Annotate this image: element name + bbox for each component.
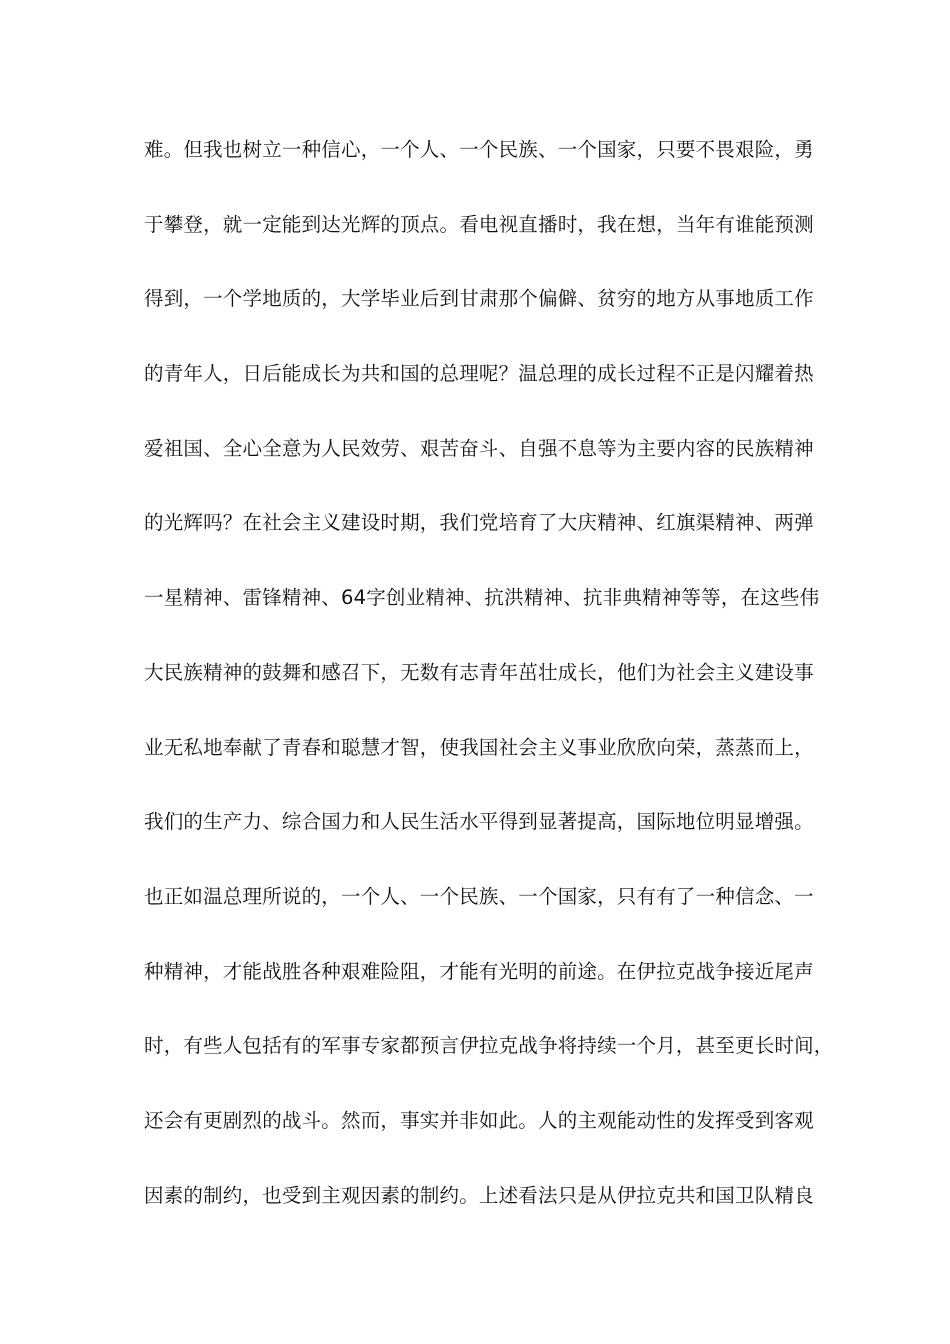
text-line: 业无私地奉献了青春和聪慧才智，使我国社会主义事业欣欣向荣，蒸蒸而上， (144, 735, 814, 759)
text-line: 得到，一个学地质的，大学毕业后到甘肃那个偏僻、贫穷的地方从事地质工作 (144, 287, 814, 311)
text-line: 还会有更剧烈的战斗。然而，事实并非如此。人的主观能动性的发挥受到客观 (144, 1108, 814, 1132)
text-line: 于攀登，就一定能到达光辉的顶点。看电视直播时，我在想，当年有谁能预测 (144, 212, 814, 236)
text-line: 爱祖国、全心全意为人民效劳、艰苦奋斗、自强不息等为主要内容的民族精神 (144, 436, 814, 460)
text-line: 种精神，才能战胜各种艰难险阻，才能有光明的前途。在伊拉克战争接近尾声 (144, 959, 814, 983)
text-line: 一星精神、雷锋精神、64字创业精神、抗洪精神、抗非典精神等等，在这些伟 (144, 586, 820, 610)
text-line: 大民族精神的鼓舞和感召下，无数有志青年茁壮成长，他们为社会主义建设事 (144, 660, 814, 684)
text-line: 时，有些人包括有的军事专家都预言伊拉克战争将持续一个月，甚至更长时间， (144, 1034, 834, 1058)
text-line: 我们的生产力、综合国力和人民生活水平得到显著提高，国际地位明显增强。 (144, 810, 814, 834)
body-text (144, 131, 834, 1251)
text-line: 的青年人，日后能成长为共和国的总理呢？温总理的成长过程不正是闪耀着热 (144, 362, 814, 386)
text-line: 因素的制约，也受到主观因素的制约。上述看法只是从伊拉克共和国卫队精良 (144, 1183, 814, 1207)
text-line: 难。但我也树立一种信心，一个人、一个民族、一个国家，只要不畏艰险，勇 (144, 138, 814, 161)
text-line: 的光辉吗？在社会主义建设时期，我们党培育了大庆精神、红旗渠精神、两弹 (144, 511, 814, 535)
text-line: 也正如温总理所说的，一个人、一个民族、一个国家，只有有了一种信念、一 (144, 884, 814, 908)
